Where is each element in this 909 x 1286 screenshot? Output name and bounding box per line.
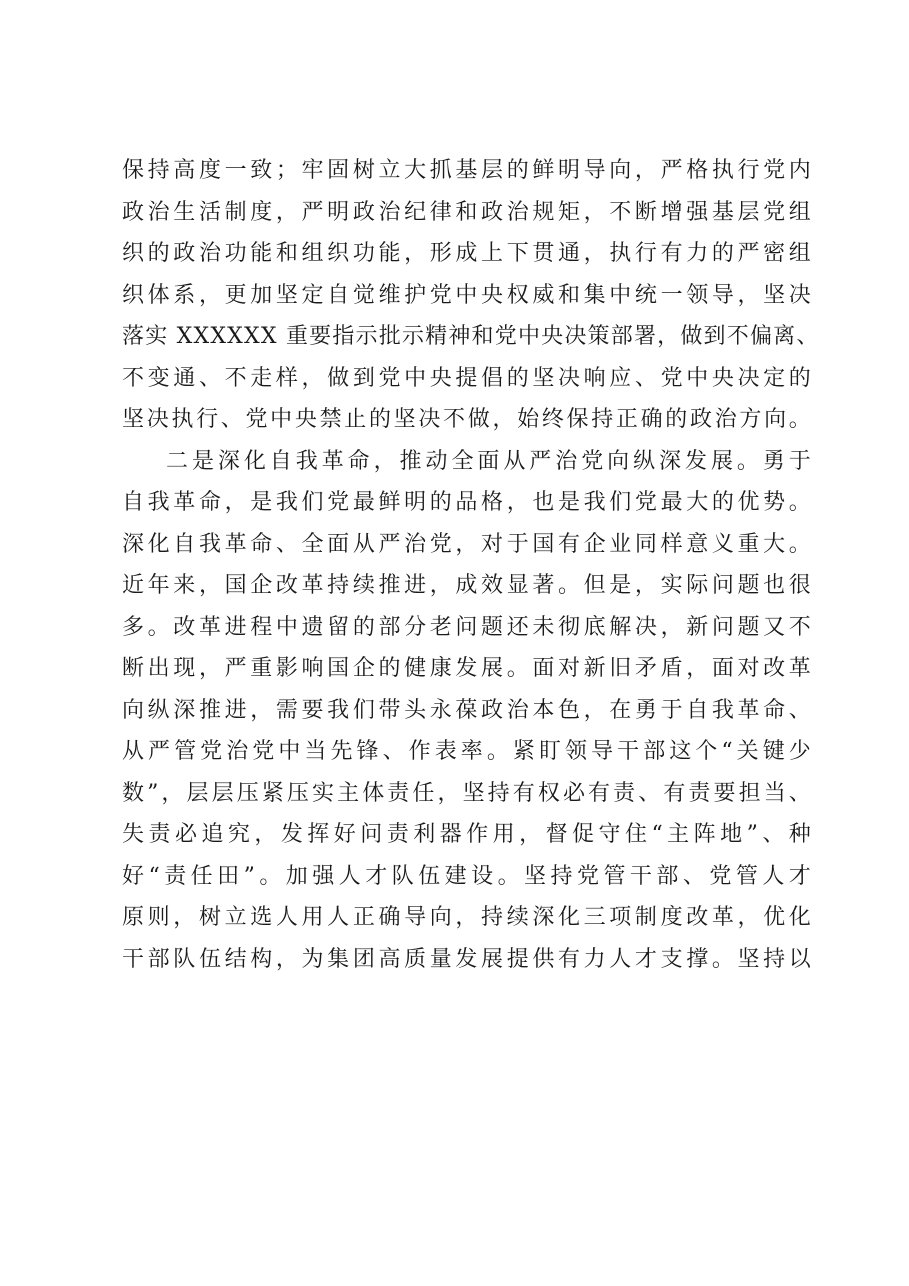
text-line: 织体系，更加坚定自觉维护党中央权威和集中统一领导，坚决: [122, 282, 812, 308]
text-line: 多。改革进程中遗留的部分老问题还未彻底解决，新问题又不: [122, 614, 812, 640]
text-line: 近年来，国企改革持续推进，成效显著。但是，实际问题也很: [122, 573, 812, 598]
text-line: 干部队伍结构，为集团高质量发展提供有力人才支撑。坚持以: [122, 946, 812, 972]
text-line: 保持高度一致；牢固树立大抓基层的鲜明导向，严格执行党内: [122, 158, 812, 183]
text-line: 向纵深推进，需要我们带头永葆政治本色，在勇于自我革命、: [122, 697, 812, 723]
paragraph-1: [122, 150, 820, 441]
text-line: 数”，层层压紧压实主体责任，坚持有权必有责、有责要担当、: [122, 780, 812, 806]
text-line: 自我革命，是我们党最鲜明的品格，也是我们党最大的优势。: [122, 490, 812, 515]
text-line: 织的政治功能和组织功能，形成上下贯通，执行有力的严密组: [122, 241, 812, 266]
text-line: 失责必追究，发挥好问责利器作用，督促守住“主阵地”、种: [122, 822, 812, 847]
text-line: 断出现，严重影响国企的健康发展。面对新旧矛盾，面对改革: [122, 656, 812, 681]
text-line: 政治生活制度，严明政治纪律和政治规矩，不断增强基层党组: [122, 199, 812, 225]
text-line: 坚决执行、党中央禁止的坚决不做，始终保持正确的政治方向。: [122, 407, 812, 432]
text-line: 从严管党治党中当先锋、作表率。紧盯领导干部这个“关键少: [122, 739, 812, 764]
text-line: 不变通、不走样，做到党中央提倡的坚决响应、党中央决定的: [122, 365, 812, 391]
document-body: [122, 150, 820, 980]
text-line: 深化自我革命、全面从严治党，对于国有企业同样意义重大。: [122, 531, 812, 557]
text-line: 二是深化自我革命，推动全面从严治党向纵深发展。勇于: [166, 448, 812, 474]
text-line: 落实 XXXXXX 重要指示批示精神和党中央决策部署，做到不偏离、: [122, 324, 820, 349]
text-line: 好“责任田”。加强人才队伍建设。坚持党管干部、党管人才: [122, 863, 812, 889]
paragraph-2: [122, 441, 812, 981]
text-line: 原则，树立选人用人正确导向，持续深化三项制度改革，优化: [122, 905, 812, 930]
